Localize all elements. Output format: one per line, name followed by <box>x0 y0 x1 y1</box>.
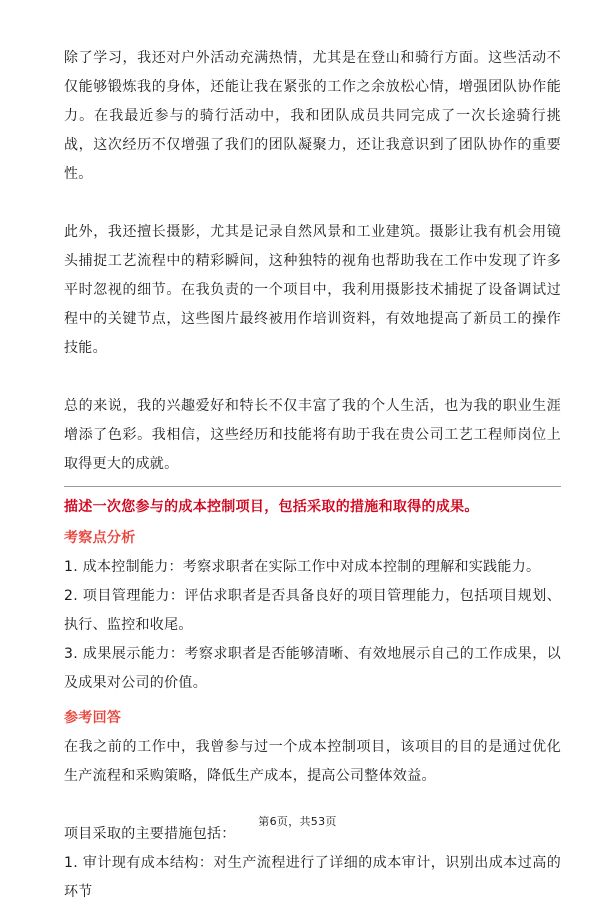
analysis-item-result-presentation: 3. 成果展示能力：考察求职者是否能够清晰、有效地展示自己的工作成果，以及成果对公司的价值。 <box>64 646 561 691</box>
paragraph-photography: 此外，我还擅长摄影，尤其是记录自然风景和工业建筑。摄影让我有机会用镜头捕捉工艺流程中的精彩瞬间，这种独特的视角也帮助我在工作中发现了许多平时忽视的细节。在我负责的一个项目中，我利用摄影技术捕捉了设备调试过程中的关键节点，这些图片最终被用作培训资料，有效地提高了新员工的操作技能。 <box>64 224 561 356</box>
measures-label: 项目采取的主要措施包括： <box>64 826 236 842</box>
page-footer: 第6页，共53页 <box>258 815 337 828</box>
interview-question: 描述一次您参与的成本控制项目，包括采取的措施和取得的成果。 <box>64 499 479 515</box>
measure-item-cost-audit: 1. 审计现有成本结构：对生产流程进行了详细的成本审计，识别出成本过高的环节 <box>64 855 561 900</box>
section-divider <box>64 486 561 487</box>
paragraph-summary: 总的来说，我的兴趣爱好和特长不仅丰富了我的个人生活，也为我的职业生涯增添了色彩。我相信，这些经历和技能将有助于我在贵公司工艺工程师岗位上取得更大的成就。 <box>64 398 561 472</box>
answer-intro: 在我之前的工作中，我曾参与过一个成本控制项目，该项目的目的是通过优化生产流程和采购策略，降低生产成本，提高公司整体效益。 <box>64 739 561 784</box>
analysis-item-project-management: 2. 项目管理能力：评估求职者是否具备良好的项目管理能力，包括项目规划、执行、监控和收尾。 <box>64 588 561 633</box>
analysis-heading: 考察点分析 <box>64 530 136 546</box>
page-content <box>64 44 561 907</box>
answer-heading: 参考回答 <box>64 710 122 726</box>
paragraph-outdoor-activities: 除了学习，我还对户外活动充满热情，尤其是在登山和骑行方面。这些活动不仅能够锻炼我的身体，还能让我在紧张的工作之余放松心情，增强团队协作能力。在我最近参与的骑行活动中，我和团队成员共同完成了一次长途骑行挑战，这次经历不仅增强了我们的团队凝聚力，还让我意识到了团队协作的重要性。 <box>64 50 561 182</box>
analysis-item-cost-control: 1. 成本控制能力：考察求职者在实际工作中对成本控制的理解和实践能力。 <box>64 559 541 575</box>
